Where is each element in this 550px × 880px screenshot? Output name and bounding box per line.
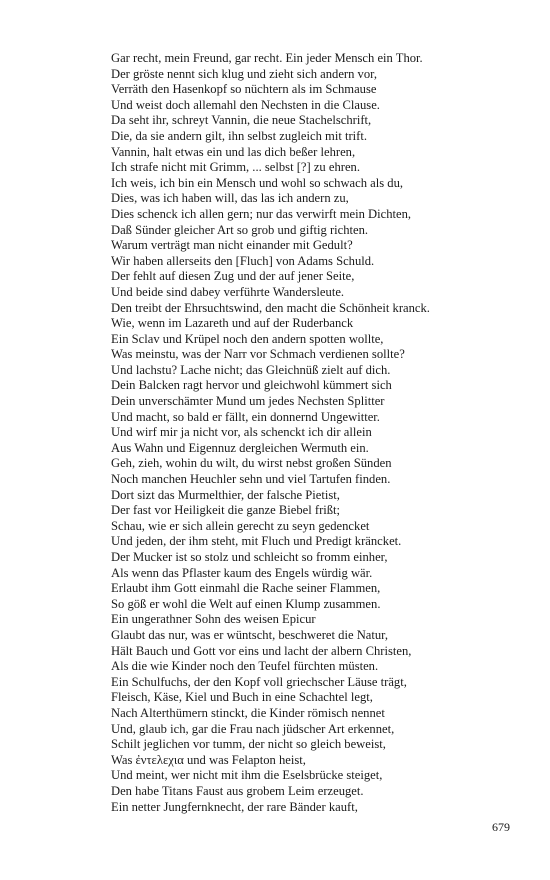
poem-text: [111, 51, 531, 815]
poem-line: Warum verträgt man nicht einander mit Gedult?: [111, 238, 353, 253]
poem-line: Fleisch, Käse, Kiel und Buch in eine Schachtel legt,: [111, 690, 373, 705]
poem-line: Daß Sünder gleicher Art so grob und giftig richten.: [111, 222, 369, 237]
poem-line: Da seht ihr, schreyt Vannin, die neue Stachelschrift,: [111, 113, 372, 128]
poem-line: Erlaubt ihm Gott einmahl die Rache seiner Flammen,: [111, 581, 381, 596]
poem-line: Aus Wahn und Eigennuz dergleichen Wermuth ein.: [111, 440, 369, 455]
poem-line: Dort sizt das Murmelthier, der falsche Pietist,: [111, 487, 340, 502]
poem-line: Ein Schulfuchs, der den Kopf voll griechscher Läuse trägt,: [111, 674, 407, 689]
poem-line: Was meinstu, was der Narr vor Schmach verdienen sollte?: [111, 347, 405, 362]
poem-line: Gar recht, mein Freund, gar recht. Ein jeder Mensch ein Thor.: [111, 51, 423, 65]
poem-line: Ich weis, ich bin ein Mensch und wohl so schwach als du,: [111, 175, 404, 190]
page-number: 679: [492, 820, 510, 834]
poem-line: Dein Balcken ragt hervor und gleichwohl kümmert sich: [111, 378, 392, 393]
poem-line: Als wenn das Pflaster kaum des Engels würdig wär.: [111, 565, 373, 580]
poem-line: Und, glaub ich, gar die Frau nach jüdscher Art erkennet,: [111, 721, 395, 736]
poem-line: Und lachstu? Lache nicht; das Gleichnüß zielt auf dich.: [111, 362, 391, 377]
poem-line: Nach Alterthümern stinckt, die Kinder römisch nennet: [111, 705, 385, 720]
poem-line: Schau, wie er sich allein gerecht zu seyn gedencket: [111, 518, 370, 533]
poem-line: Den habe Titans Faust aus grobem Leim erzeuget.: [111, 783, 364, 798]
poem-line: Der fehlt auf diesen Zug und der auf jener Seite,: [111, 269, 355, 284]
poem-line: Dein unverschämter Mund um jedes Nechsten Splitter: [111, 394, 385, 409]
poem-line: So göß er wohl die Welt auf einen Klump zusammen.: [111, 596, 381, 611]
poem-line: Und wirf mir ja nicht vor, als schenckt ich dir allein: [111, 425, 372, 440]
poem-line: Und beide sind dabey verführte Wandersleute.: [111, 284, 345, 299]
poem-line: Und meint, wer nicht mit ihm die Eselsbrücke steiget,: [111, 768, 383, 783]
poem-line: Hält Bauch und Gott vor eins und lacht der albern Christen,: [111, 643, 412, 658]
poem-line: Den treibt der Ehrsuchtswind, den macht die Schönheit kranck.: [111, 300, 430, 315]
poem-line: Dies, was ich haben will, das las ich andern zu,: [111, 191, 349, 206]
poem-line: Und macht, so bald er fällt, ein donnernd Ungewitter.: [111, 409, 380, 424]
poem-line: Ein netter Jungfernknecht, der rare Bänder kauft,: [111, 799, 358, 814]
poem-line: Geh, zieh, wohin du wilt, du wirst nebst großen Sünden: [111, 456, 392, 471]
poem-line: Vannin, halt etwas ein und las dich beßer lehren,: [111, 144, 356, 159]
poem-line: Die, da sie andern gilt, ihn selbst zugleich mit trift.: [111, 128, 368, 143]
poem-line: Der fast vor Heiligkeit die ganze Biebel frißt;: [111, 503, 341, 518]
poem-line: Dies schenck ich allen gern; nur das verwirft mein Dichten,: [111, 206, 412, 221]
poem-line: Ich strafe nicht mit Grimm, ... selbst [?] zu ehren.: [111, 160, 360, 175]
poem-line: Und weist doch allemahl den Nechsten in die Clause.: [111, 97, 380, 112]
poem-line: Noch manchen Heuchler sehn und viel Tartufen finden.: [111, 472, 391, 487]
poem-line: Wie, wenn im Lazareth und auf der Ruderbanck: [111, 316, 354, 331]
poem-line: Schilt jeglichen vor tumm, der nicht so gleich beweist,: [111, 737, 386, 752]
poem-line: Was ἐντελεχια und was Felapton heist,: [111, 752, 306, 767]
poem-line: Ein ungerathner Sohn des weisen Epicur: [111, 612, 316, 627]
poem-line: Verräth den Hasenkopf so nüchtern als im Schmause: [111, 82, 377, 97]
poem-line: Und jeden, der ihm steht, mit Fluch und Predigt kräncket.: [111, 534, 402, 549]
poem-line: Der gröste nennt sich klug und zieht sich andern vor,: [111, 66, 377, 81]
poem-line: Glaubt das nur, was er wüntscht, beschweret die Natur,: [111, 627, 389, 642]
poem-line: Wir haben allerseits den [Fluch] von Adams Schuld.: [111, 253, 375, 268]
poem-line: Ein Sclav und Krüpel noch den andern spotten wollte,: [111, 331, 384, 346]
poem-line: Als die wie Kinder noch den Teufel fürchten müsten.: [111, 659, 379, 674]
poem-line: Der Mucker ist so stolz und schleicht so fromm einher,: [111, 550, 388, 564]
